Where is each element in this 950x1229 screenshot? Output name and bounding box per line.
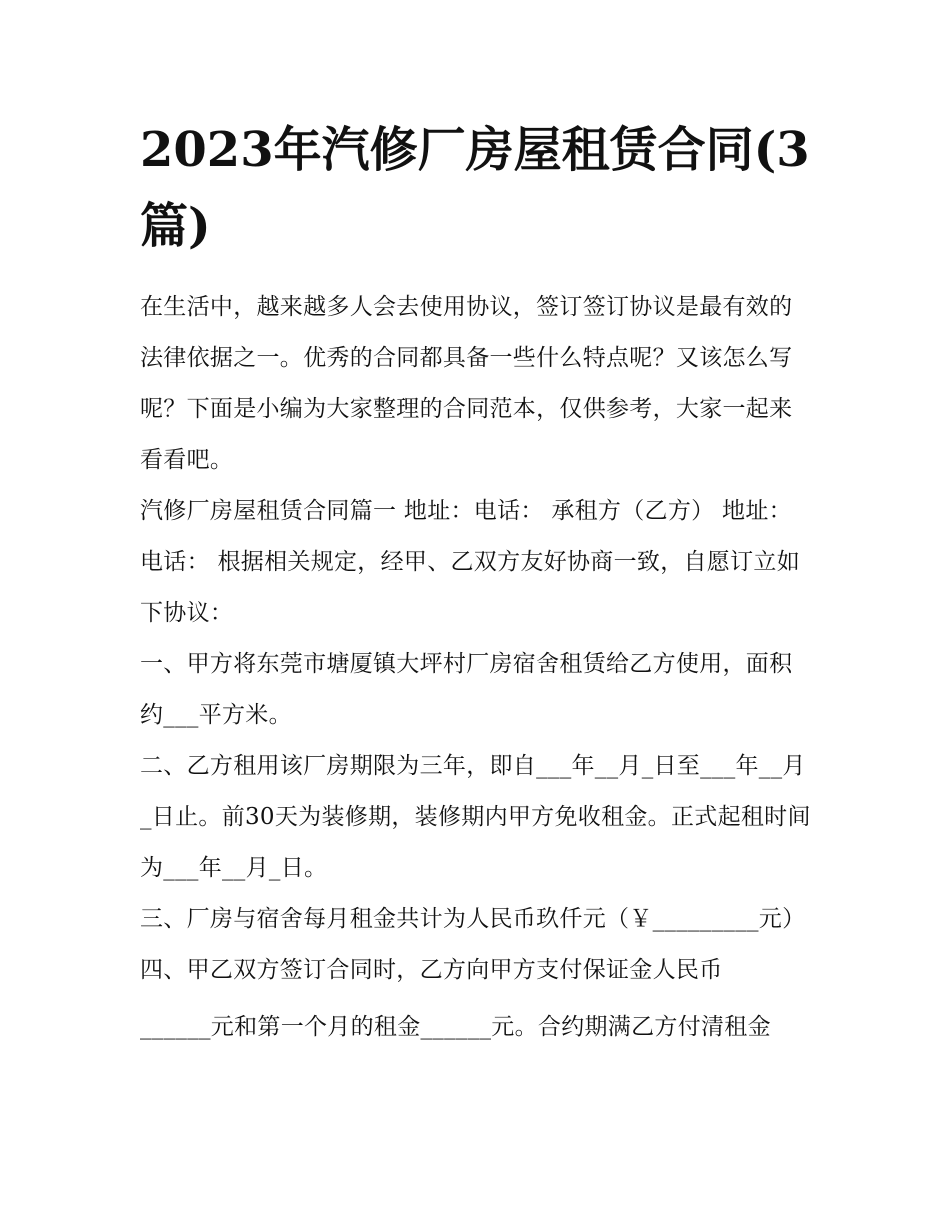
clause-three-four-paragraph: 三、厂房与宿舍每月租金共计为人民币玖仟元（￥_________元） 四、甲乙双方签订合同时，乙方向甲方支付保证金人民币 xyxy=(140,906,806,983)
clause-two-paragraph: 二、乙方租用该厂房期限为三年，即自___年__月_日至___年__月_日止。前30天为装修期，装修期内甲方免收租金。正式起租时间为___年__月_日。 xyxy=(140,753,811,881)
contract-header-paragraph: 汽修厂房屋租赁合同篇一 地址：电话： 承租方（乙方） 地址：电话： 根据相关规定，经甲、乙双方友好协商一致，自愿订立如下协议： xyxy=(140,498,801,626)
clause-one-paragraph: 一、甲方将东莞市塘厦镇大坪村厂房宿舍租赁给乙方使用，面积约___平方米。 xyxy=(140,651,793,728)
document-body xyxy=(140,282,812,1053)
deposit-paragraph: ______元和第一个月的租金______元。合约期满乙方付清租金 xyxy=(140,1014,771,1040)
document-page xyxy=(140,112,812,1053)
intro-paragraph: 在生活中，越来越多人会去使用协议，签订签订协议是最有效的法律依据之一。优秀的合同都具备一些什么特点呢？又该怎么写呢？下面是小编为大家整理的合同范本，仅供参考，大家一起来看看吧。 xyxy=(140,294,793,473)
document-title: 2023年汽修厂房屋租赁合同(3篇) xyxy=(140,122,810,254)
